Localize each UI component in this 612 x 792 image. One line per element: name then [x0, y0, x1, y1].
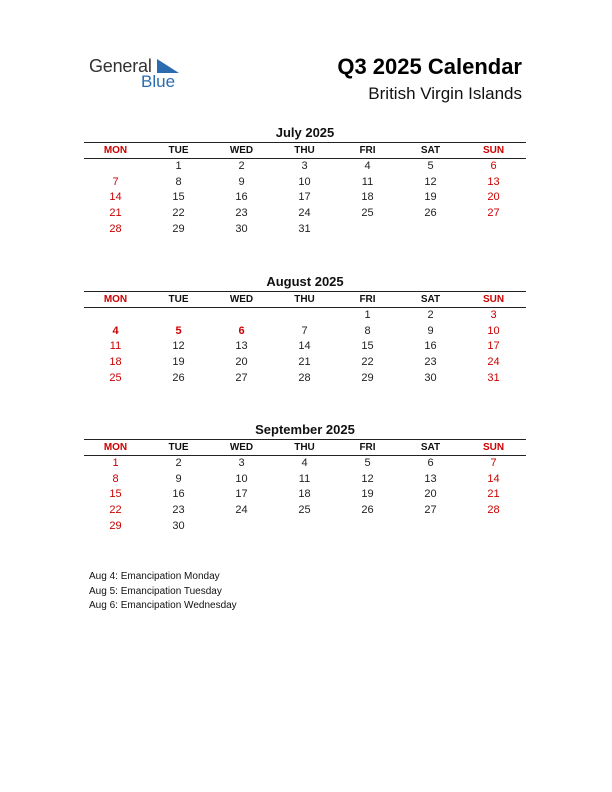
day-cell: 14: [109, 191, 122, 204]
holiday-item: Aug 6: Emancipation Wednesday: [89, 600, 237, 611]
day-cell: 23: [235, 207, 248, 220]
day-cell: 2: [427, 309, 434, 321]
day-cell: 20: [235, 356, 248, 369]
day-cell: 3: [490, 309, 497, 321]
week-row: [84, 355, 526, 371]
day-cell: 20: [487, 191, 500, 204]
weekday-label: TUE: [168, 442, 189, 453]
weekday-label: MON: [103, 442, 128, 453]
day-cell: 25: [109, 371, 122, 384]
day-cell: 27: [235, 371, 248, 384]
week-row: [84, 175, 526, 191]
day-cell: 29: [109, 519, 122, 532]
week-row: [84, 487, 526, 503]
holiday-day-cell: 6: [238, 324, 245, 337]
weekday-label: THU: [294, 145, 315, 156]
weekday-label: SAT: [420, 294, 441, 305]
month-title: July 2025: [275, 125, 335, 140]
day-cell: 18: [109, 356, 122, 369]
day-cell: 19: [424, 191, 437, 204]
day-cell: 19: [361, 488, 374, 501]
weekday-label: SUN: [482, 294, 505, 305]
day-cell: 17: [235, 488, 248, 501]
day-cell: [462, 222, 525, 238]
day-cell: 10: [235, 472, 248, 485]
day-cell: 1: [175, 160, 182, 172]
weekday-label: FRI: [359, 442, 376, 453]
week-row: [84, 339, 526, 355]
day-cell: [273, 519, 336, 535]
day-cell: 2: [175, 457, 182, 469]
weekday-label: FRI: [359, 145, 376, 156]
day-cell: 31: [298, 222, 311, 235]
day-cell: 15: [361, 340, 374, 353]
day-cell: 6: [427, 457, 434, 469]
day-cell: [399, 519, 462, 535]
day-cell: 8: [364, 324, 371, 337]
day-cell: 7: [490, 457, 497, 469]
day-cell: 11: [361, 175, 374, 188]
month-calendar: [84, 124, 526, 237]
day-cell: 15: [109, 488, 122, 501]
day-cell: 9: [427, 324, 434, 337]
day-cell: 9: [238, 175, 245, 188]
day-cell: 4: [364, 160, 371, 172]
month-title: September 2025: [255, 422, 355, 437]
logo-general-text: General: [89, 56, 152, 76]
day-cell: [273, 308, 336, 324]
day-cell: 16: [235, 191, 248, 204]
week-row: [84, 472, 526, 488]
day-cell: 3: [301, 160, 308, 172]
month-title: August 2025: [266, 274, 344, 289]
weekday-label: THU: [294, 442, 315, 453]
day-cell: 4: [301, 457, 308, 469]
weekday-label: THU: [294, 294, 315, 305]
weekday-label: WED: [229, 442, 254, 453]
page-title: Q3 2025 Calendar: [337, 54, 522, 79]
day-cell: [84, 308, 147, 324]
day-cell: 26: [424, 207, 437, 220]
day-cell: 25: [361, 207, 374, 220]
weekday-header: [84, 291, 526, 308]
holiday-item: Aug 5: Emancipation Tuesday: [89, 585, 222, 597]
day-cell: 2: [238, 160, 245, 172]
day-cell: 12: [172, 340, 185, 353]
day-cell: 23: [424, 356, 437, 369]
day-cell: 14: [487, 472, 500, 485]
day-cell: 7: [112, 175, 119, 188]
day-cell: 6: [490, 160, 497, 172]
weekday-label: WED: [229, 145, 254, 156]
weekday-header: [84, 439, 526, 456]
day-cell: 14: [298, 340, 311, 353]
day-cell: [210, 308, 273, 324]
week-row: [84, 190, 526, 206]
weekday-label: TUE: [168, 145, 189, 156]
day-cell: 22: [361, 356, 374, 369]
day-cell: 24: [298, 207, 311, 220]
week-row: [84, 206, 526, 222]
holiday-day-cell: 4: [112, 324, 119, 337]
weekday-header: [84, 142, 526, 159]
day-cell: 27: [424, 504, 437, 517]
week-row: [84, 222, 526, 238]
day-cell: 26: [172, 371, 185, 384]
day-cell: 16: [172, 488, 185, 501]
holiday-day-cell: 5: [175, 324, 182, 337]
day-cell: 24: [487, 356, 500, 369]
weekday-label: SUN: [482, 442, 505, 453]
day-cell: 30: [172, 519, 185, 532]
day-cell: 29: [172, 222, 185, 235]
day-cell: 28: [109, 222, 122, 235]
day-cell: 25: [298, 504, 311, 517]
day-cell: 8: [175, 175, 182, 188]
month-calendar: [84, 273, 526, 386]
day-cell: [84, 159, 147, 175]
month-calendar: [84, 421, 526, 534]
day-cell: 27: [487, 207, 500, 220]
day-cell: [210, 519, 273, 535]
day-cell: 28: [487, 504, 500, 517]
holiday-item: Aug 4: Emancipation Monday: [89, 571, 220, 582]
day-cell: 19: [172, 356, 185, 369]
day-cell: 29: [361, 371, 374, 384]
day-cell: 23: [172, 504, 185, 517]
holiday-list: [89, 570, 237, 614]
day-cell: 28: [298, 371, 311, 384]
week-row: [84, 519, 526, 535]
week-row: [84, 371, 526, 387]
day-cell: 11: [298, 472, 311, 485]
day-cell: 13: [235, 340, 248, 353]
page-subtitle: British Virgin Islands: [368, 84, 522, 103]
weekday-label: FRI: [359, 294, 376, 305]
logo-blue-text: Blue: [141, 72, 176, 91]
day-cell: 24: [235, 504, 248, 517]
week-row: [84, 503, 526, 519]
day-cell: [462, 519, 525, 535]
weekday-label: SAT: [420, 145, 441, 156]
day-cell: 8: [112, 472, 119, 485]
day-cell: 31: [487, 371, 500, 384]
day-cell: 16: [424, 340, 437, 353]
day-cell: [147, 308, 210, 324]
logo-triangle-icon: [157, 59, 179, 73]
day-cell: 18: [298, 488, 311, 501]
day-cell: 26: [361, 504, 374, 517]
day-cell: 10: [298, 175, 311, 188]
day-cell: 30: [424, 371, 437, 384]
day-cell: 5: [427, 160, 434, 172]
day-cell: 7: [301, 324, 308, 337]
day-cell: 5: [364, 457, 371, 469]
day-cell: 3: [238, 457, 245, 469]
day-cell: 12: [424, 175, 437, 188]
week-row: [84, 324, 526, 340]
day-cell: [399, 222, 462, 238]
day-cell: 12: [361, 472, 374, 485]
weekday-label: SAT: [420, 442, 441, 453]
day-cell: 17: [487, 340, 500, 353]
day-cell: 20: [424, 488, 437, 501]
day-cell: 9: [175, 472, 182, 485]
logo: [89, 56, 199, 96]
day-cell: [336, 222, 399, 238]
weekday-label: MON: [103, 145, 128, 156]
day-cell: 11: [109, 340, 122, 353]
day-cell: [336, 519, 399, 535]
day-cell: 21: [109, 207, 122, 220]
day-cell: 1: [364, 309, 371, 321]
week-row: [84, 159, 526, 175]
day-cell: 10: [487, 324, 500, 337]
day-cell: 1: [112, 457, 119, 469]
day-cell: 15: [172, 191, 185, 204]
week-row: [84, 308, 526, 324]
day-cell: 22: [109, 504, 122, 517]
day-cell: 18: [361, 191, 374, 204]
weekday-label: SUN: [482, 145, 505, 156]
weekday-label: WED: [229, 294, 254, 305]
day-cell: 13: [424, 472, 437, 485]
day-cell: 30: [235, 222, 248, 235]
weekday-label: MON: [103, 294, 128, 305]
week-row: [84, 456, 526, 472]
day-cell: 21: [298, 356, 311, 369]
day-cell: 22: [172, 207, 185, 220]
day-cell: 13: [487, 175, 500, 188]
day-cell: 17: [298, 191, 311, 204]
day-cell: 21: [487, 488, 500, 501]
weekday-label: TUE: [168, 294, 189, 305]
